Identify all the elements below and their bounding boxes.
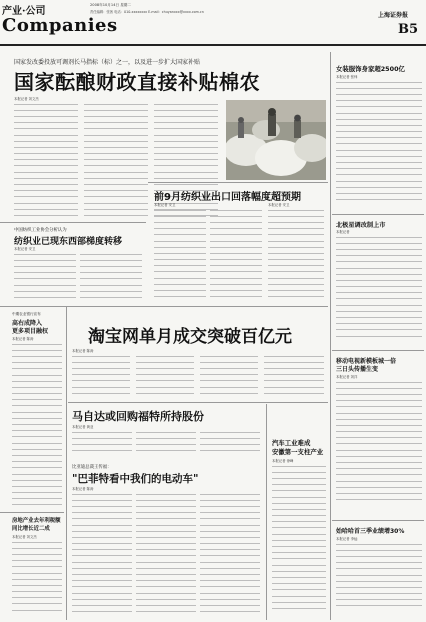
cotton-photo	[226, 100, 326, 180]
sanxin-body-col3	[200, 430, 260, 458]
byd-kicker: 比亚迪总裁王传福：	[72, 465, 112, 470]
auto-headline-2: 安徽第一支柱产业	[272, 448, 324, 456]
divider-left-col	[66, 306, 67, 620]
auto-body	[272, 464, 326, 618]
left-bottom-headline-2: 同比增长近二成	[12, 526, 50, 532]
sep-export-body-col3	[268, 208, 324, 300]
lead-body-col2	[84, 102, 148, 216]
taobao-headline: 淘宝网单月成交突破百亿元	[88, 327, 292, 347]
left-mid-headline-2: 更多项目融权	[12, 328, 49, 335]
right-mobile-headline-1: 移动电视新模板城一倍	[336, 358, 397, 365]
byd-body-col3	[200, 492, 260, 618]
sanxin-headline: 马自达或回购福特所持股份	[72, 410, 204, 423]
masthead-rule	[0, 44, 426, 46]
rule-right-mobile	[332, 350, 424, 351]
left-mid-story	[0, 310, 64, 510]
taobao-byline: 本报记者 陈涛	[72, 349, 94, 353]
rule-left-mid	[0, 306, 328, 307]
lead-body-col1	[14, 102, 78, 216]
right-top-headline: 女装服饰身家超2500亿	[336, 65, 405, 73]
byd-story	[68, 462, 264, 620]
right-mid-headline: 北极星调改制上市	[336, 222, 386, 229]
taobao-story	[68, 310, 328, 402]
right-mobile-headline-2: 三日头传播生变	[336, 366, 379, 373]
rule-sanxin	[68, 402, 328, 403]
textile-story	[0, 224, 146, 304]
left-bottom-byline: 本报记者 刘文杰	[12, 535, 37, 539]
right-mid-byline: 本报记者	[336, 230, 350, 234]
byd-body-col1	[72, 492, 132, 618]
sep-export-byline-2: 本报记者 安卫	[268, 203, 290, 207]
taobao-body-col1	[72, 354, 130, 400]
textile-headline: 纺织业已现东西部梯度转移	[14, 237, 123, 247]
lead-kicker: 国家发改委投放可调剂长马指标（标）之一，以及进一步扩大国家补贴	[14, 59, 201, 66]
right-column	[332, 52, 424, 620]
byd-headline: "巴菲特看中我们的电动车"	[72, 473, 199, 485]
byd-byline: 本报记者 陈涛	[72, 487, 94, 491]
left-mid-body	[12, 342, 62, 508]
cotton-photo-image	[226, 100, 326, 180]
rule-right-mid	[332, 214, 424, 215]
sanxin-body-col1	[72, 430, 132, 458]
sep-export-byline-1: 本报记者 安卫	[154, 203, 176, 207]
sep-export-body-col1	[154, 208, 206, 300]
left-mid-kicker: 中期农业银行宣布	[12, 312, 41, 316]
masthead	[0, 0, 426, 50]
page-number: B5	[398, 22, 419, 37]
paper-name: 上海证券报	[378, 12, 409, 19]
rule-right-q3	[332, 520, 424, 521]
right-q3-byline: 本报记者 李灿	[336, 537, 358, 541]
divider-auto	[266, 404, 267, 620]
rule-textile	[0, 222, 146, 223]
taobao-body-col2	[136, 354, 194, 400]
left-bottom-story	[0, 514, 64, 620]
left-bottom-body	[12, 540, 62, 618]
auto-story	[268, 404, 328, 620]
rule-left-bottom	[0, 512, 64, 513]
byd-body-col2	[136, 492, 196, 618]
sanxin-body-col2	[136, 430, 196, 458]
sep-export-story	[148, 184, 328, 304]
sanxin-byline: 本报记者 黄亚	[72, 425, 94, 429]
taobao-body-col4	[264, 354, 324, 400]
auto-headline-1: 汽车工业难成	[272, 439, 311, 447]
divider-right-col	[330, 52, 331, 620]
lead-byline: 本报记者 刘文杰	[14, 97, 39, 101]
sep-export-body-col2	[210, 208, 262, 300]
right-mid-body	[336, 235, 422, 347]
left-mid-byline: 本报记者 陈涛	[12, 337, 34, 341]
sep-export-headline: 前9月纺织业出口回落幅度超预期	[154, 192, 301, 203]
right-mobile-body	[336, 380, 422, 512]
right-q3-body	[336, 542, 422, 618]
right-q3-headline: 始哈哈首三季业绩增30%	[336, 528, 405, 535]
lead-headline: 国家酝酿财政直接补贴棉农	[14, 70, 260, 94]
right-mobile-byline: 本报记者 刘洋	[336, 375, 358, 379]
editor-info: 责任编辑：张茜 电话：010-xxxxxxxx E-mail：chuyanxxx@xxxx.com.cn	[90, 10, 204, 14]
left-bottom-headline-1: 房地产业去年利税额	[12, 518, 61, 524]
section-title-cn: 产业·公司	[2, 6, 46, 17]
textile-kicker: 中国纺织工业协会分析认为	[14, 228, 67, 233]
edition-info: 2008年10月14日 星期二	[90, 3, 131, 7]
textile-byline: 本报记者 安卫	[14, 247, 36, 251]
rule-sep-export	[148, 182, 328, 183]
sanxin-story	[68, 404, 264, 460]
textile-body-col2	[80, 252, 142, 302]
left-mid-headline-1: 高右成降入	[12, 320, 43, 327]
right-top-body	[336, 80, 422, 210]
right-top-byline: 本报记者 张炜	[336, 75, 358, 79]
taobao-body-col3	[200, 354, 258, 400]
auto-byline: 本报记者 徐峰	[272, 459, 294, 463]
textile-body-col1	[14, 252, 76, 302]
section-title-en: Companies	[2, 15, 118, 36]
